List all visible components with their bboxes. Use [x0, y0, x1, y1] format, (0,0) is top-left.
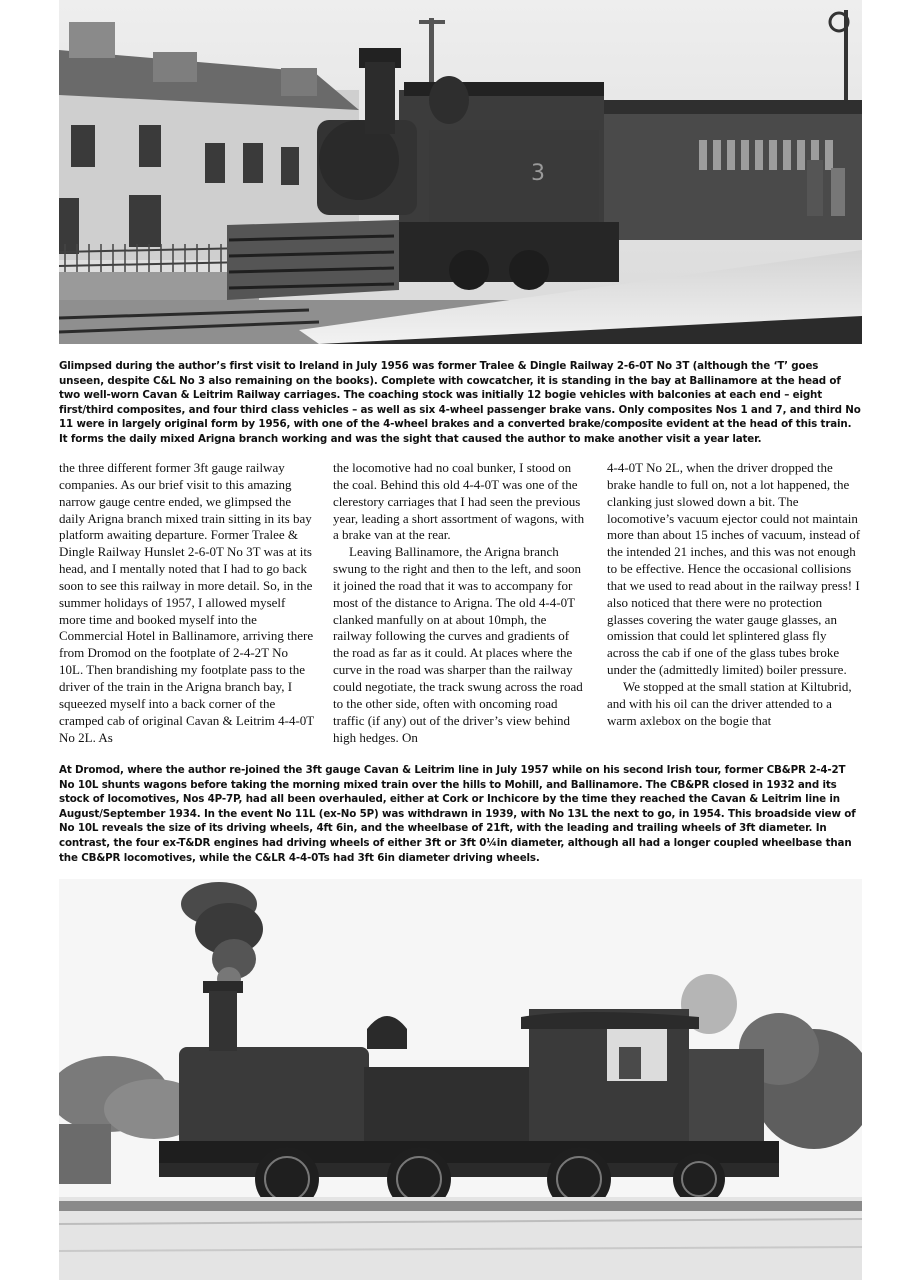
caption-top: Glimpsed during the author’s first visit to Ireland in July 1956 was former Tralee & Dingle Railway 2-6-0T No 3T (although the ‘T’ goes unseen, despite C&L No 3 also remaining on the books). Complete with cowcatcher, it is standing in the bay at Ballinamore at the head of two well-worn Cavan & Leitrim Railway carriages. The coaching stock was initially 12 bogie vehicles with balconies at each end – eight first/third composites, and four third class vehicles – as well as six 4-wheel passenger brake vans. Only composites Nos 1 and 7, and third No 11 were in largely original form by 1956, with one of the 4-wheel brakes and a converted brake/composite evident at the head of this train. It forms the daily mixed Arigna branch working and was the sight that caused the author to make another visit a year later. — [59, 360, 861, 445]
body-paragraph: the three different former 3ft gauge railway companies. As our brief visit to this amazing narrow gauge centre ended, we glimpsed the daily Arigna branch mixed train sitting in its bay platform awaiting departure. Former Tralee & Dingle Railway Hunslet 2-6-0T No 3T was at its head, and I mentally noted that I had to go back soon to see this railway in more detail. So, in the summer holidays of 1957, I allowed myself more time and booked myself into the Commercial Hotel in Ballinamore, arriving there from Dromod on the footplate of 2-4-2T No 10L. Then brandishing my footplate pass to the driver of the train in the Arigna branch bay, I squeezed myself into a back corner of the cramped cab of original Cavan & Leitrim 4-4-0T No 2L. As — [59, 460, 314, 745]
loco-number-3: 3 — [531, 161, 545, 186]
photo-ballinamore-loco-3t — [59, 0, 862, 344]
photo-bottom-drawing — [59, 879, 862, 1280]
photo-top-drawing — [59, 0, 862, 344]
body-paragraph: We stopped at the small station at Kiltubrid, and with his oil can the driver attended to a warm axlebox on the bogie that — [607, 678, 852, 728]
body-column-2 — [333, 460, 588, 746]
caption-bottom: At Dromod, where the author re-joined the 3ft gauge Cavan & Leitrim line in July 1957 while on his second Irish tour, former CB&PR 2-4-2T No 10L shunts wagons before taking the morning mixed train over the hills to Mohill, and Ballinamore. The CB&PR closed in 1932 and its stock of locomotives, Nos 4P-7P, had all been overhauled, either at Cork or Inchicore by the time they reached the Cavan & Leitrim line in August/September 1934. In the event No 11L (ex-No 5P) was withdrawn in 1939, with No 13L the next to go, in 1954. This broadside view of No 10L reveals the size of its driving wheels, 4ft 6in, and the wheelbase of 21ft, with the leading and trailing wheels of 3ft diameter. In contrast, the four ex-T&DR engines had driving wheels of either 3ft or 3ft 0¼in diameter, although all had a longer coupled wheelbase than the CB&PR locomotives, while the C&LR 4-4-0Ts had 3ft 6in diameter driving wheels. — [59, 764, 856, 864]
body-paragraph: 4-4-0T No 2L, when the driver dropped the brake handle to full on, not a lot happened, the clanking just slowed down a bit. The locomotive’s vacuum ejector could not maintain more than about 15 inches of vacuum, instead of the intended 21 inches, and this was not enough to be effective. Hence the occasional collisions that we used to read about in the railway press! I also noticed that there were no protection glasses covering the water gauge glasses, an omission that could let splintered glass fly across the cab if one of the glass tubes broke under the (admittedly limited) boiler pressure. — [607, 460, 861, 678]
body-column-1 — [59, 460, 314, 746]
body-column-3 — [607, 460, 862, 730]
photo-dromod-loco-10l — [59, 879, 862, 1280]
body-paragraph: the locomotive had no coal bunker, I stood on the coal. Behind this old 4-4-0T was one of the clerestory carriages that I had seen the previous year, leading a short assortment of wagons, with a brake van at the rear. — [333, 460, 585, 543]
body-paragraph: Leaving Ballinamore, the Arigna branch swung to the right and then to the left, and soon it joined the road that it was to accompany for most of the distance to Arigna. The old 4-4-0T clanked manfully on at about 10mph, the railway following the curves and gradients of the road as far as it could. At places where the curve in the road was sharper than the railway could negotiate, the track swung across the road to the other side, often with oncoming road traffic (if any) out of the driver’s view behind high hedges. On — [333, 544, 583, 745]
